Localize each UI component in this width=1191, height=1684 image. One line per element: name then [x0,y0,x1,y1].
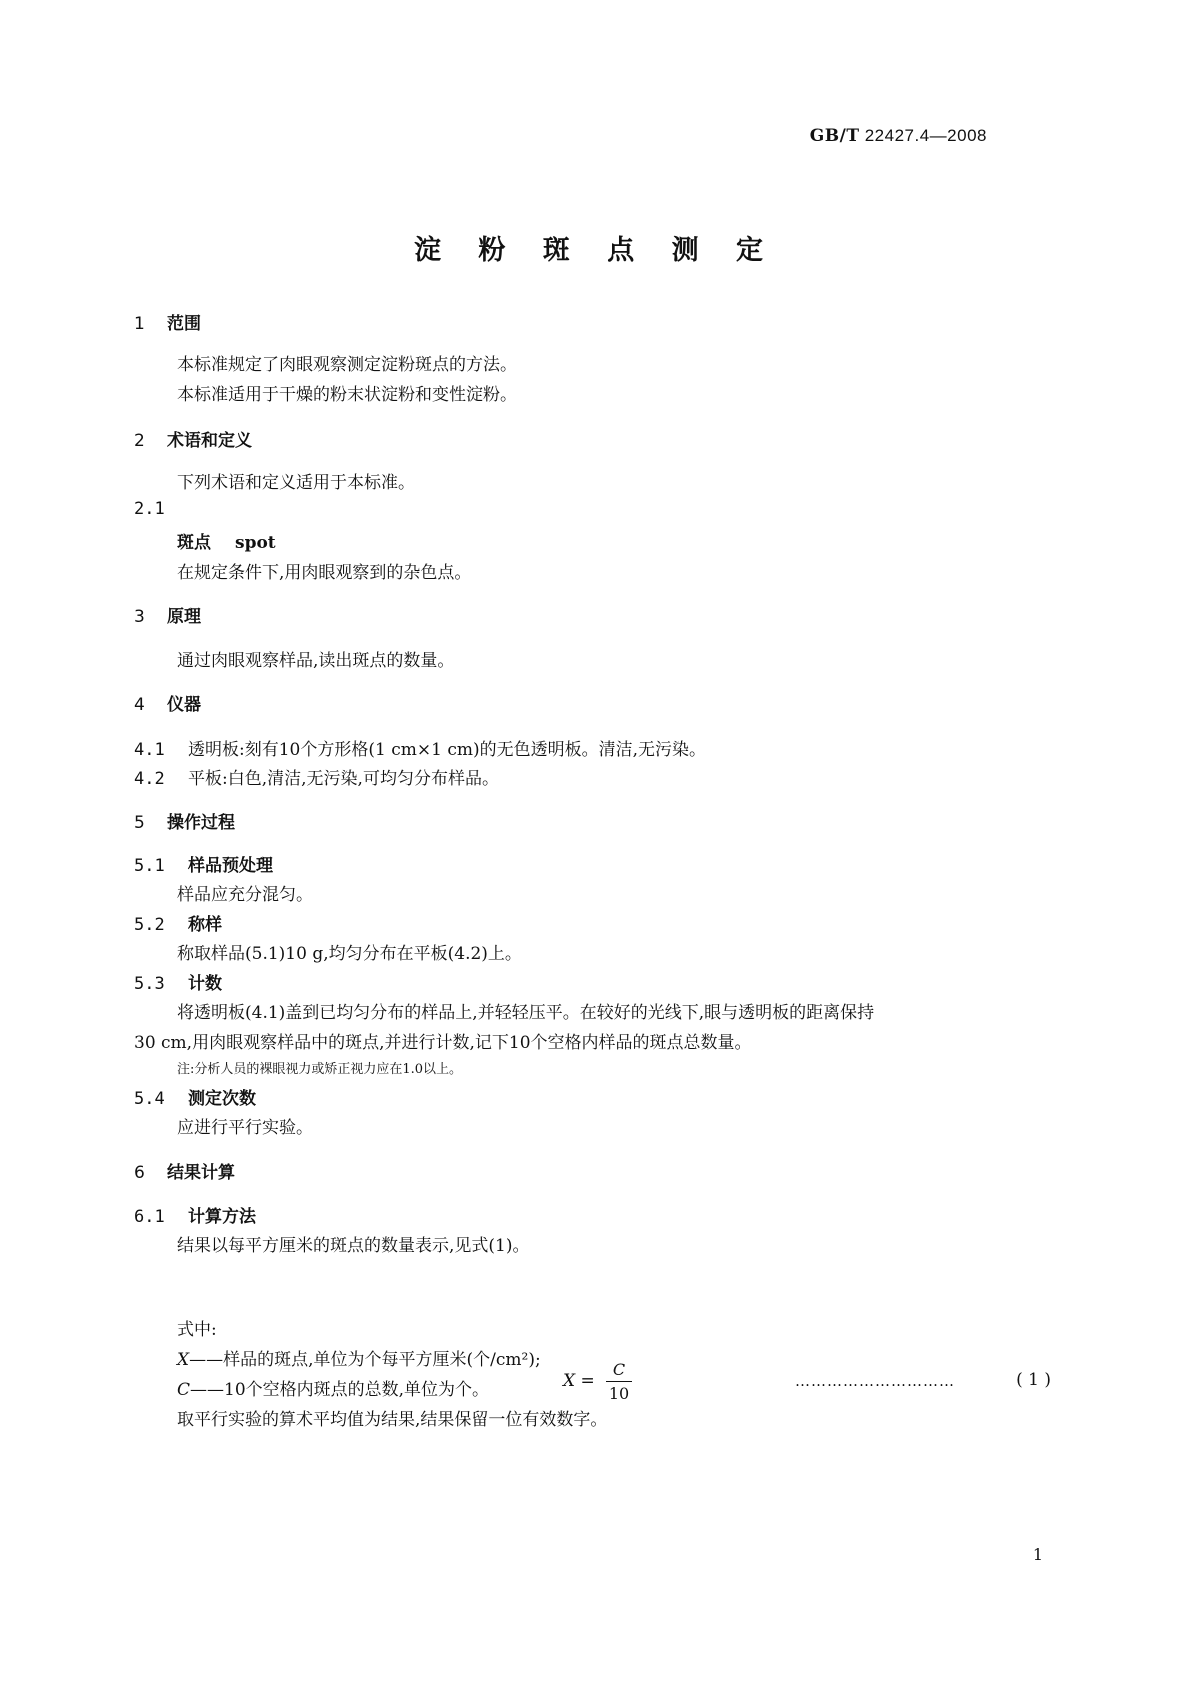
clause-5-4-heading: 5.4 测定次数 [134,1089,256,1109]
clause-5-3-note: 注:分析人员的裸眼视力或矫正视力应在1.0以上。 [177,1062,463,1077]
clause-5-2-text: 称取样品(5.1)10 g,均匀分布在平板(4.2)上。 [177,944,522,964]
section-2-paragraph: 下列术语和定义适用于本标准。 [177,473,415,493]
document-title: 淀 粉 斑 点 测 定 [414,235,777,266]
section-1-paragraph-2: 本标准适用于干燥的粉末状淀粉和变性淀粉。 [177,385,517,405]
clause-5-3-heading: 5.3 计数 [134,974,222,994]
clause-6-1-text: 结果以每平方厘米的斑点的数量表示,见式(1)。 [177,1236,530,1256]
section-3-paragraph: 通过肉眼观察样品,读出斑点的数量。 [177,651,455,671]
clause-5-1-text: 样品应充分混匀。 [177,885,313,905]
page-number: 1 [1032,1545,1043,1564]
where-label: 式中: [177,1320,217,1340]
definition-c: C——10个空格内斑点的总数,单位为个。 [177,1380,490,1400]
fraction-bar [606,1381,632,1382]
clause-5-2-heading: 5.2 称样 [134,915,222,935]
clause-4-1: 4.1 透明板:刻有10个方形格(1 cm×1 cm)的无色透明板。清洁,无污染。 [134,740,706,760]
clause-5-1-heading: 5.1 样品预处理 [134,856,273,876]
formula-leader-dots: ………………………… [795,1372,955,1390]
section-6-heading: 6 结果计算 [134,1163,235,1183]
clause-4-2: 4.2 平板:白色,清洁,无污染,可均匀分布样品。 [134,769,499,789]
formula-fraction [606,1360,632,1403]
definition-x: X——样品的斑点,单位为个每平方厘米(个/cm²); [177,1350,541,1370]
formula-denominator: 10 [608,1384,630,1403]
clause-2-1-number: 2.1 [134,499,165,519]
section-1-paragraph-1: 本标准规定了肉眼观察测定淀粉斑点的方法。 [177,355,517,375]
formula-numerator: C [612,1360,626,1379]
section-4-heading: 4 仪器 [134,695,201,715]
formula-lhs: X = [563,1371,595,1391]
section-2-heading: 2 术语和定义 [134,431,252,451]
formula-1 [563,1360,631,1404]
formula-number: ( 1 ) [1016,1370,1051,1390]
clause-5-3-text-line-1: 将透明板(4.1)盖到已均匀分布的样品上,并轻轻压平。在较好的光线下,眼与透明板的距离保持 [177,1003,875,1023]
clause-6-1-heading: 6.1 计算方法 [134,1207,256,1227]
term-spot-definition: 在规定条件下,用肉眼观察到的杂色点。 [177,563,472,583]
section-1-heading: 1 范围 [134,314,201,334]
section-3-heading: 3 原理 [134,607,201,627]
clause-5-3-text-line-2: 30 cm,用肉眼观察样品中的斑点,并进行计数,记下10个空格内样品的斑点总数量。 [134,1033,752,1053]
standard-number: GB/T 22427.4—2008 [809,126,987,146]
term-spot: 斑点 spot [177,533,276,553]
result-rule: 取平行实验的算术平均值为结果,结果保留一位有效数字。 [177,1410,608,1430]
section-5-heading: 5 操作过程 [134,813,235,833]
clause-5-4-text: 应进行平行实验。 [177,1118,313,1138]
